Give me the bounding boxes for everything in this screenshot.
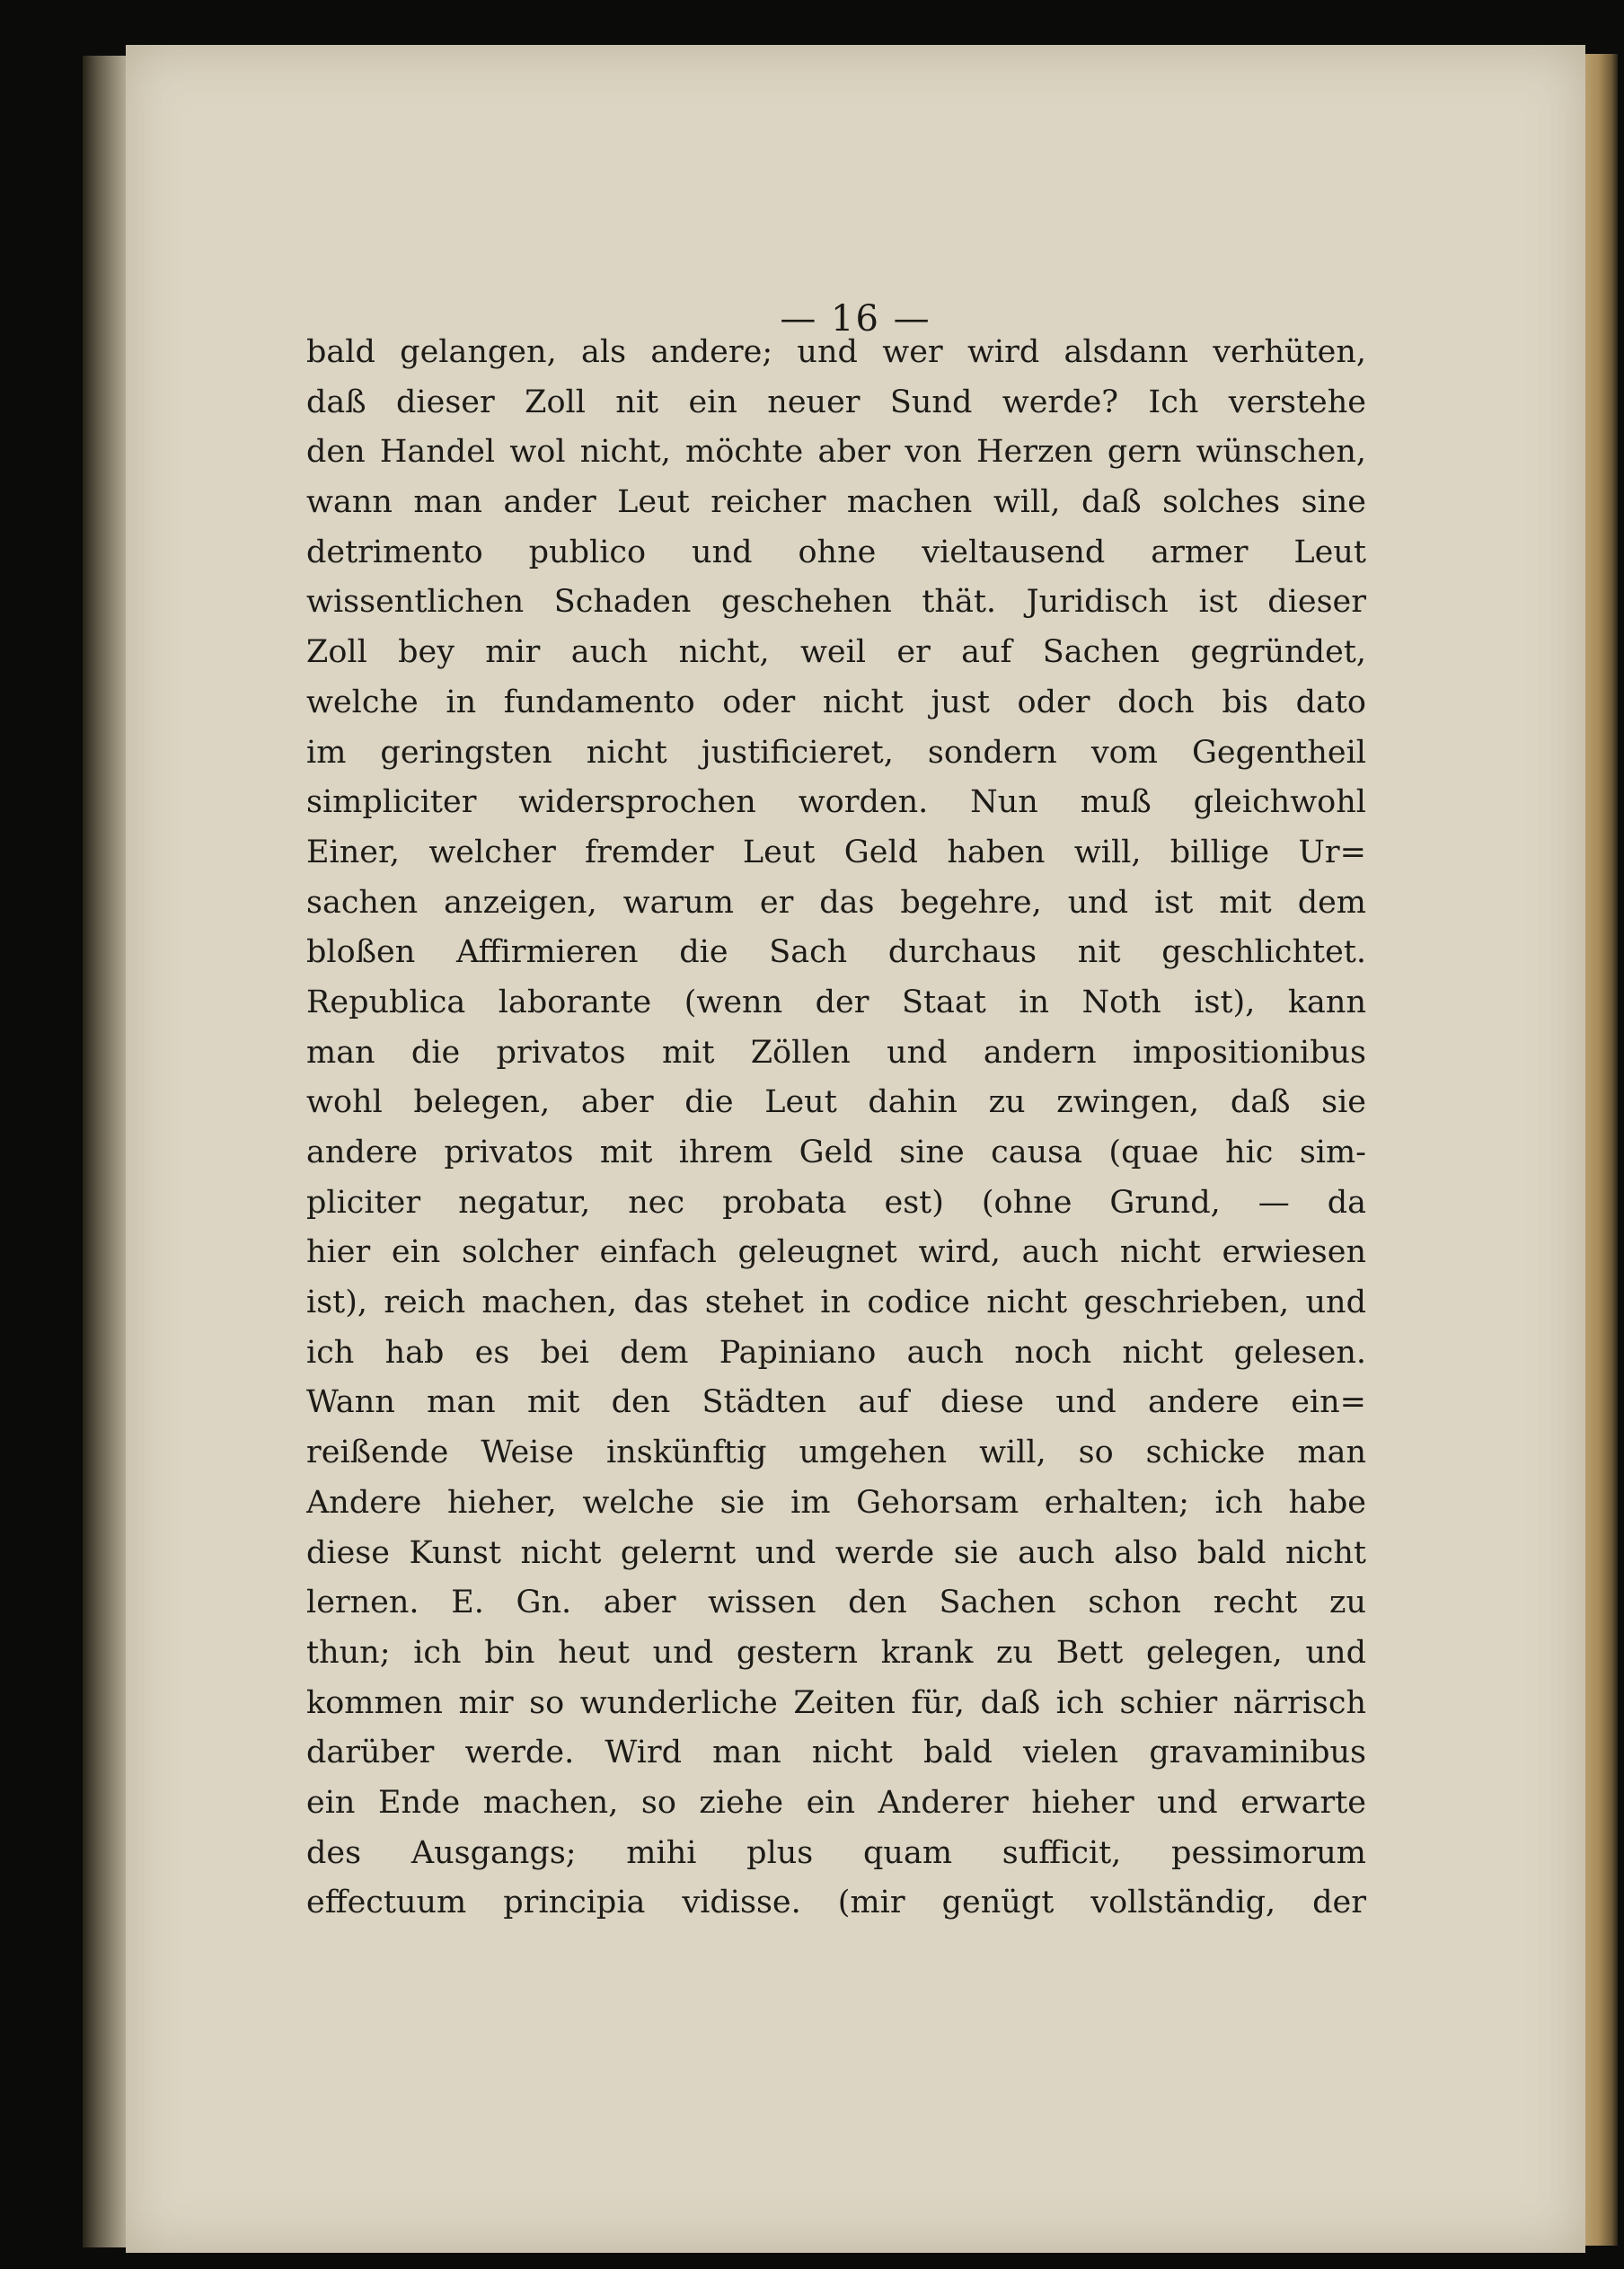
text-line: im geringsten nicht justificieret, sondern vom Gegentheil (306, 734, 1366, 771)
text-line: den Handel wol nicht, möchte aber von Herzen gern wünschen, (306, 434, 1366, 471)
text-line: lernen. E. Gn. aber wissen den Sachen schon recht zu (306, 1585, 1366, 1621)
text-line: effectuum principia vidisse. (mir genügt vollständig, der (306, 1885, 1366, 1921)
text-line: darüber werde. Wird man nicht bald vielen gravaminibus (306, 1735, 1366, 1771)
text-line: des Ausgangs; mihi plus quam sufficit, pessimorum (306, 1834, 1366, 1871)
text-line: Einer, welcher fremder Leut Geld haben will, billige Ur= (306, 834, 1366, 870)
text-line: ein Ende machen, so ziehe ein Anderer hieher und erwarte (306, 1784, 1366, 1821)
text-line: detrimento publico und ohne vieltausend armer Leut (306, 534, 1366, 570)
text-line: daß dieser Zoll nit ein neuer Sund werde? Ich verstehe (306, 384, 1366, 420)
text-line: bald gelangen, als andere; und wer wird alsdann verhüten, (306, 334, 1366, 370)
text-line: kommen mir so wunderliche Zeiten für, daß ich schier närrisch (306, 1684, 1366, 1721)
text-line: ich hab es bei dem Papiniano auch noch nicht gelesen. (306, 1334, 1366, 1371)
text-line: pliciter negatur, nec probata est) (ohne Grund, — da (306, 1184, 1366, 1221)
text-line: welche in fundamento oder nicht just oder doch bis dato (306, 684, 1366, 720)
text-line: simpliciter widersprochen worden. Nun muß gleichwohl (306, 784, 1366, 821)
text-line: wohl belegen, aber die Leut dahin zu zwingen, daß sie (306, 1084, 1366, 1121)
text-line: wissentlichen Schaden geschehen thät. Juridisch ist dieser (306, 584, 1366, 621)
text-line: andere privatos mit ihrem Geld sine causa (quae hic sim- (306, 1134, 1366, 1170)
text-line: man die privatos mit Zöllen und andern impositionibus (306, 1034, 1366, 1071)
text-line: Andere hieher, welche sie im Gehorsam erhalten; ich habe (306, 1484, 1366, 1521)
page-edge (1585, 54, 1618, 2246)
text-line: ist), reich machen, das stehet in codice nicht geschrieben, und (306, 1285, 1366, 1321)
body-text (306, 328, 1366, 1929)
text-line: hier ein solcher einfach geleugnet wird, auch nicht erwiesen (306, 1234, 1366, 1271)
text-line: wann man ander Leut reicher machen will, daß solches sine (306, 484, 1366, 521)
text-line: diese Kunst nicht gelernt und werde sie auch also bald nicht (306, 1534, 1366, 1571)
text-line: thun; ich bin heut und gestern krank zu Bett gelegen, und (306, 1634, 1366, 1671)
text-line: reißende Weise inskünftig umgehen will, so schicke man (306, 1435, 1366, 1471)
text-line: bloßen Affirmieren die Sach durchaus nit geschlichtet. (306, 934, 1366, 971)
text-line: sachen anzeigen, warum er das begehre, und ist mit dem (306, 884, 1366, 921)
text-line: Republica laborante (wenn der Staat in Noth ist), kann (306, 984, 1366, 1020)
page-number: — 16 — (780, 298, 931, 340)
text-line: Zoll bey mir auch nicht, weil er auf Sachen gegründet, (306, 634, 1366, 671)
text-line: Wann man mit den Städten auf diese und andere ein= (306, 1384, 1366, 1421)
